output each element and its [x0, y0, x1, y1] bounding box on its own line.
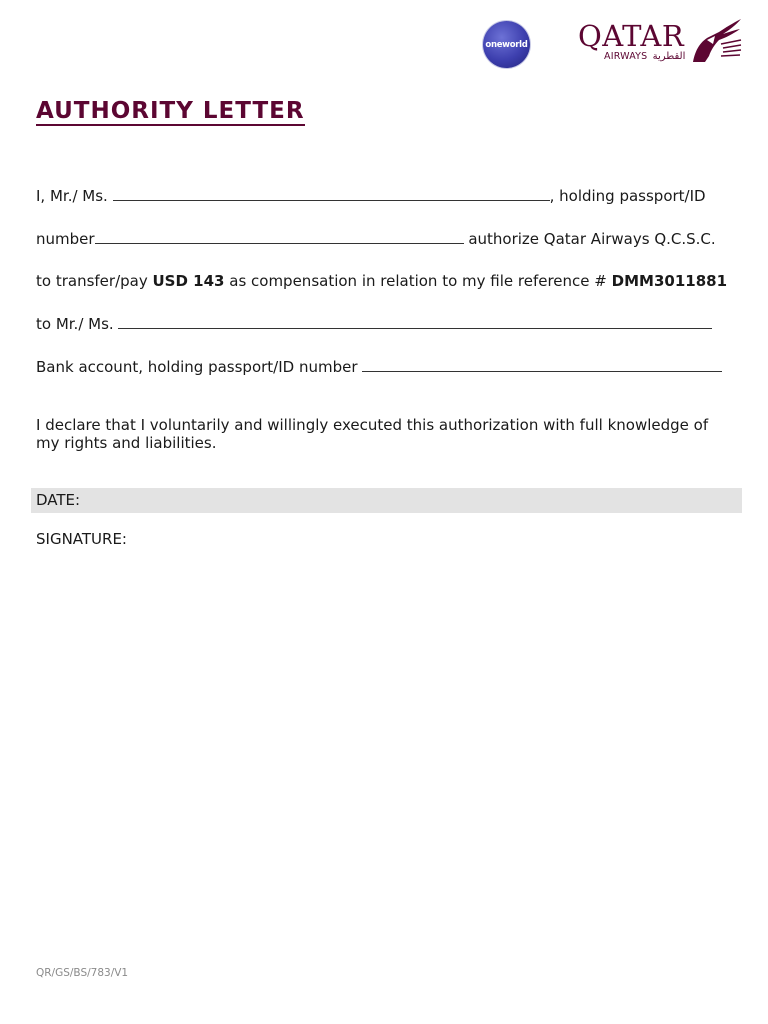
- recipient-name-blank-field[interactable]: [118, 315, 712, 329]
- declaration-text: I declare that I voluntarily and willingly executed this authorization with full knowledge of my rights and liabilities.: [36, 416, 709, 452]
- line3-prefix: to transfer/pay: [36, 272, 148, 290]
- name-blank-field[interactable]: [113, 187, 550, 201]
- line5-prefix: Bank account, holding passport/ID number: [36, 358, 358, 376]
- date-row[interactable]: [31, 488, 742, 513]
- qatar-airways-logo-text: QATAR: [578, 19, 685, 53]
- document-code: QR/GS/BS/783/V1: [36, 967, 129, 979]
- line1-suffix: , holding passport/ID: [549, 187, 706, 205]
- compensation-amount: USD 143: [152, 272, 225, 290]
- form-line-bank-account: [36, 357, 722, 377]
- signature-label: SIGNATURE:: [36, 530, 127, 548]
- line3-middle: as compensation in relation to my file reference #: [229, 272, 607, 290]
- form-line-recipient: [36, 314, 712, 334]
- form-line-passport: [36, 229, 716, 249]
- line1-prefix: I, Mr./ Ms.: [36, 187, 108, 205]
- line4-prefix: to Mr./ Ms.: [36, 315, 114, 333]
- airline-sub-ar: القطرية: [652, 51, 686, 62]
- oryx-icon: [685, 18, 743, 64]
- form-line-compensation: [36, 271, 727, 291]
- oneworld-logo: [483, 21, 530, 68]
- form-line-name: [36, 186, 706, 206]
- airline-sub-en: AIRWAYS: [604, 51, 648, 62]
- date-label: DATE:: [36, 491, 81, 509]
- line2-suffix: authorize Qatar Airways Q.C.S.C.: [468, 230, 716, 248]
- page-title: AUTHORITY LETTER: [36, 99, 305, 126]
- file-reference: DMM3011881: [611, 272, 728, 290]
- oneworld-logo-text: oneworld: [485, 39, 528, 50]
- passport-number-blank-field[interactable]: [95, 230, 464, 244]
- qatar-airways-logo-subtitle: [604, 52, 685, 62]
- line2-prefix: number: [36, 230, 95, 248]
- bank-account-blank-field[interactable]: [362, 358, 722, 372]
